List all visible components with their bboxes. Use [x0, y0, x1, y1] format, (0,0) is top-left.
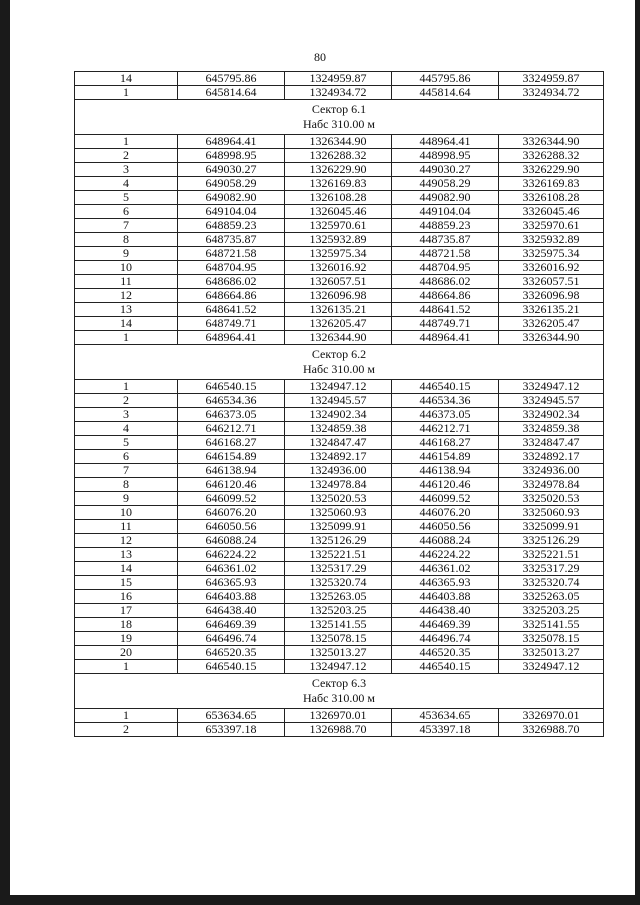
- section-header: [75, 100, 604, 135]
- y-coordinate-cell: 1324947.12: [285, 380, 392, 394]
- table-row: [75, 247, 604, 261]
- y-coordinate-cell: 1325099.91: [285, 520, 392, 534]
- scan-border-right: [635, 0, 640, 905]
- table-row: [75, 646, 604, 660]
- point-number-cell: 2: [75, 723, 178, 737]
- point-number-cell: 6: [75, 450, 178, 464]
- section-header-row: [75, 674, 604, 709]
- y-coordinate-cell: 1324959.87: [285, 72, 392, 86]
- table-row: [75, 135, 604, 149]
- scan-border-bottom: [0, 895, 640, 905]
- table-row: [75, 86, 604, 100]
- y-coordinate-cell: 1326096.98: [285, 289, 392, 303]
- y-alt-coordinate-cell: 3325141.55: [499, 618, 604, 632]
- x-coordinate-cell: 646076.20: [178, 506, 285, 520]
- x-alt-coordinate-cell: 446050.56: [392, 520, 499, 534]
- table-row: [75, 604, 604, 618]
- y-coordinate-cell: 1324847.47: [285, 436, 392, 450]
- x-coordinate-cell: 653634.65: [178, 709, 285, 723]
- x-alt-coordinate-cell: 446469.39: [392, 618, 499, 632]
- x-alt-coordinate-cell: 446373.05: [392, 408, 499, 422]
- x-coordinate-cell: 648735.87: [178, 233, 285, 247]
- x-coordinate-cell: 646099.52: [178, 492, 285, 506]
- x-alt-coordinate-cell: 446520.35: [392, 646, 499, 660]
- y-coordinate-cell: 1324936.00: [285, 464, 392, 478]
- point-number-cell: 18: [75, 618, 178, 632]
- y-coordinate-cell: 1326288.32: [285, 149, 392, 163]
- x-alt-coordinate-cell: 445814.64: [392, 86, 499, 100]
- y-coordinate-cell: 1326229.90: [285, 163, 392, 177]
- y-coordinate-cell: 1325078.15: [285, 632, 392, 646]
- y-alt-coordinate-cell: 3326057.51: [499, 275, 604, 289]
- y-alt-coordinate-cell: 3324959.87: [499, 72, 604, 86]
- x-alt-coordinate-cell: 446212.71: [392, 422, 499, 436]
- x-coordinate-cell: 646120.46: [178, 478, 285, 492]
- y-coordinate-cell: 1325970.61: [285, 219, 392, 233]
- point-number-cell: 9: [75, 247, 178, 261]
- y-alt-coordinate-cell: 3324847.47: [499, 436, 604, 450]
- x-coordinate-cell: 646212.71: [178, 422, 285, 436]
- table-row: [75, 618, 604, 632]
- y-coordinate-cell: 1324859.38: [285, 422, 392, 436]
- y-coordinate-cell: 1325126.29: [285, 534, 392, 548]
- x-alt-coordinate-cell: 446138.94: [392, 464, 499, 478]
- point-number-cell: 5: [75, 436, 178, 450]
- x-coordinate-cell: 646520.35: [178, 646, 285, 660]
- y-coordinate-cell: 1324978.84: [285, 478, 392, 492]
- y-alt-coordinate-cell: 3324902.34: [499, 408, 604, 422]
- page-number: 80: [314, 50, 326, 64]
- table-row: [75, 492, 604, 506]
- table-row: [75, 380, 604, 394]
- y-coordinate-cell: 1325221.51: [285, 548, 392, 562]
- table-row: [75, 436, 604, 450]
- x-alt-coordinate-cell: 446154.89: [392, 450, 499, 464]
- x-alt-coordinate-cell: 453634.65: [392, 709, 499, 723]
- table-row: [75, 331, 604, 345]
- table-row: [75, 233, 604, 247]
- x-alt-coordinate-cell: 448641.52: [392, 303, 499, 317]
- x-alt-coordinate-cell: 448735.87: [392, 233, 499, 247]
- x-alt-coordinate-cell: 446496.74: [392, 632, 499, 646]
- x-coordinate-cell: 646050.56: [178, 520, 285, 534]
- point-number-cell: 7: [75, 464, 178, 478]
- point-number-cell: 1: [75, 331, 178, 345]
- y-coordinate-cell: 1325013.27: [285, 646, 392, 660]
- y-coordinate-cell: 1324945.57: [285, 394, 392, 408]
- y-coordinate-cell: 1325320.74: [285, 576, 392, 590]
- table-row: [75, 562, 604, 576]
- y-coordinate-cell: 1326016.92: [285, 261, 392, 275]
- x-coordinate-cell: 646540.15: [178, 660, 285, 674]
- x-alt-coordinate-cell: 448664.86: [392, 289, 499, 303]
- x-coordinate-cell: 646540.15: [178, 380, 285, 394]
- x-alt-coordinate-cell: 446088.24: [392, 534, 499, 548]
- y-alt-coordinate-cell: 3325078.15: [499, 632, 604, 646]
- section-title: Сектор 6.2: [311, 347, 367, 361]
- x-coordinate-cell: 649082.90: [178, 191, 285, 205]
- x-coordinate-cell: 648721.58: [178, 247, 285, 261]
- point-number-cell: 4: [75, 177, 178, 191]
- x-coordinate-cell: 648998.95: [178, 149, 285, 163]
- x-coordinate-cell: 648964.41: [178, 331, 285, 345]
- y-coordinate-cell: 1324902.34: [285, 408, 392, 422]
- table-row: [75, 408, 604, 422]
- x-alt-coordinate-cell: 448686.02: [392, 275, 499, 289]
- coordinates-table: [74, 71, 604, 737]
- section-header-row: [75, 100, 604, 135]
- table-row: [75, 275, 604, 289]
- x-coordinate-cell: 649058.29: [178, 177, 285, 191]
- y-coordinate-cell: 1325317.29: [285, 562, 392, 576]
- x-coordinate-cell: 646469.39: [178, 618, 285, 632]
- x-alt-coordinate-cell: 446403.88: [392, 590, 499, 604]
- section-elevation: Набс 310.00 м: [302, 117, 376, 131]
- x-alt-coordinate-cell: 446361.02: [392, 562, 499, 576]
- point-number-cell: 20: [75, 646, 178, 660]
- x-coordinate-cell: 646154.89: [178, 450, 285, 464]
- table-row: [75, 191, 604, 205]
- point-number-cell: 1: [75, 709, 178, 723]
- x-coordinate-cell: 646088.24: [178, 534, 285, 548]
- point-number-cell: 2: [75, 394, 178, 408]
- y-alt-coordinate-cell: 3326108.28: [499, 191, 604, 205]
- table-row: [75, 464, 604, 478]
- point-number-cell: 3: [75, 163, 178, 177]
- section-elevation: Набс 310.00 м: [302, 691, 376, 705]
- table-row: [75, 576, 604, 590]
- table-row: [75, 723, 604, 737]
- x-alt-coordinate-cell: 446168.27: [392, 436, 499, 450]
- point-number-cell: 7: [75, 219, 178, 233]
- point-number-cell: 15: [75, 576, 178, 590]
- y-coordinate-cell: 1325060.93: [285, 506, 392, 520]
- y-alt-coordinate-cell: 3324892.17: [499, 450, 604, 464]
- y-alt-coordinate-cell: 3326988.70: [499, 723, 604, 737]
- x-coordinate-cell: 646496.74: [178, 632, 285, 646]
- section-header: [75, 674, 604, 709]
- table-row: [75, 219, 604, 233]
- y-alt-coordinate-cell: 3325099.91: [499, 520, 604, 534]
- x-coordinate-cell: 649030.27: [178, 163, 285, 177]
- y-alt-coordinate-cell: 3324945.57: [499, 394, 604, 408]
- point-number-cell: 8: [75, 233, 178, 247]
- y-coordinate-cell: 1326135.21: [285, 303, 392, 317]
- y-alt-coordinate-cell: 3324978.84: [499, 478, 604, 492]
- section-header: [75, 345, 604, 380]
- table-row: [75, 317, 604, 331]
- x-alt-coordinate-cell: 453397.18: [392, 723, 499, 737]
- x-coordinate-cell: 648859.23: [178, 219, 285, 233]
- y-coordinate-cell: 1324934.72: [285, 86, 392, 100]
- point-number-cell: 9: [75, 492, 178, 506]
- x-alt-coordinate-cell: 446365.93: [392, 576, 499, 590]
- point-number-cell: 13: [75, 548, 178, 562]
- x-alt-coordinate-cell: 448964.41: [392, 331, 499, 345]
- y-coordinate-cell: 1326108.28: [285, 191, 392, 205]
- point-number-cell: 1: [75, 86, 178, 100]
- x-coordinate-cell: 648704.95: [178, 261, 285, 275]
- x-alt-coordinate-cell: 448998.95: [392, 149, 499, 163]
- y-alt-coordinate-cell: 3325126.29: [499, 534, 604, 548]
- x-coordinate-cell: 646534.36: [178, 394, 285, 408]
- section-elevation: Набс 310.00 м: [302, 362, 376, 376]
- x-alt-coordinate-cell: 446120.46: [392, 478, 499, 492]
- y-coordinate-cell: 1326205.47: [285, 317, 392, 331]
- x-alt-coordinate-cell: 446224.22: [392, 548, 499, 562]
- point-number-cell: 2: [75, 149, 178, 163]
- point-number-cell: 13: [75, 303, 178, 317]
- table-row: [75, 289, 604, 303]
- x-coordinate-cell: 646365.93: [178, 576, 285, 590]
- point-number-cell: 4: [75, 422, 178, 436]
- x-alt-coordinate-cell: 449082.90: [392, 191, 499, 205]
- point-number-cell: 1: [75, 135, 178, 149]
- point-number-cell: 1: [75, 380, 178, 394]
- y-alt-coordinate-cell: 3324934.72: [499, 86, 604, 100]
- y-coordinate-cell: 1325932.89: [285, 233, 392, 247]
- y-alt-coordinate-cell: 3326135.21: [499, 303, 604, 317]
- y-alt-coordinate-cell: 3325013.27: [499, 646, 604, 660]
- y-alt-coordinate-cell: 3325203.25: [499, 604, 604, 618]
- point-number-cell: 10: [75, 261, 178, 275]
- table-row: [75, 205, 604, 219]
- y-alt-coordinate-cell: 3325320.74: [499, 576, 604, 590]
- x-coordinate-cell: 646373.05: [178, 408, 285, 422]
- y-alt-coordinate-cell: 3326016.92: [499, 261, 604, 275]
- y-coordinate-cell: 1325020.53: [285, 492, 392, 506]
- x-coordinate-cell: 646403.88: [178, 590, 285, 604]
- x-coordinate-cell: 646168.27: [178, 436, 285, 450]
- y-alt-coordinate-cell: 3324859.38: [499, 422, 604, 436]
- point-number-cell: 6: [75, 205, 178, 219]
- y-alt-coordinate-cell: 3325932.89: [499, 233, 604, 247]
- table-row: [75, 163, 604, 177]
- y-coordinate-cell: 1325141.55: [285, 618, 392, 632]
- x-alt-coordinate-cell: 446076.20: [392, 506, 499, 520]
- table-row: [75, 394, 604, 408]
- y-alt-coordinate-cell: 3325975.34: [499, 247, 604, 261]
- y-alt-coordinate-cell: 3326229.90: [499, 163, 604, 177]
- y-coordinate-cell: 1326970.01: [285, 709, 392, 723]
- point-number-cell: 5: [75, 191, 178, 205]
- x-alt-coordinate-cell: 448721.58: [392, 247, 499, 261]
- point-number-cell: 8: [75, 478, 178, 492]
- point-number-cell: 14: [75, 317, 178, 331]
- x-coordinate-cell: 645814.64: [178, 86, 285, 100]
- point-number-cell: 12: [75, 289, 178, 303]
- table-row: [75, 660, 604, 674]
- point-number-cell: 10: [75, 506, 178, 520]
- x-alt-coordinate-cell: 446534.36: [392, 394, 499, 408]
- section-title: Сектор 6.1: [311, 102, 367, 116]
- x-alt-coordinate-cell: 446438.40: [392, 604, 499, 618]
- x-coordinate-cell: 648749.71: [178, 317, 285, 331]
- x-alt-coordinate-cell: 449030.27: [392, 163, 499, 177]
- x-alt-coordinate-cell: 448964.41: [392, 135, 499, 149]
- x-coordinate-cell: 646224.22: [178, 548, 285, 562]
- y-alt-coordinate-cell: 3324947.12: [499, 380, 604, 394]
- x-coordinate-cell: 648964.41: [178, 135, 285, 149]
- table-row: [75, 422, 604, 436]
- y-alt-coordinate-cell: 3325020.53: [499, 492, 604, 506]
- coordinates-table-body: [75, 72, 604, 737]
- table-row: [75, 520, 604, 534]
- y-alt-coordinate-cell: 3326205.47: [499, 317, 604, 331]
- point-number-cell: 12: [75, 534, 178, 548]
- y-coordinate-cell: 1326057.51: [285, 275, 392, 289]
- y-alt-coordinate-cell: 3326288.32: [499, 149, 604, 163]
- y-alt-coordinate-cell: 3326045.46: [499, 205, 604, 219]
- section-title: Сектор 6.3: [311, 676, 367, 690]
- table-row: [75, 303, 604, 317]
- point-number-cell: 14: [75, 72, 178, 86]
- x-alt-coordinate-cell: 446099.52: [392, 492, 499, 506]
- x-coordinate-cell: 648641.52: [178, 303, 285, 317]
- y-alt-coordinate-cell: 3326344.90: [499, 331, 604, 345]
- x-coordinate-cell: 649104.04: [178, 205, 285, 219]
- y-coordinate-cell: 1326169.83: [285, 177, 392, 191]
- x-coordinate-cell: 646438.40: [178, 604, 285, 618]
- y-coordinate-cell: 1326344.90: [285, 331, 392, 345]
- y-coordinate-cell: 1325263.05: [285, 590, 392, 604]
- point-number-cell: 11: [75, 275, 178, 289]
- x-alt-coordinate-cell: 445795.86: [392, 72, 499, 86]
- y-coordinate-cell: 1326344.90: [285, 135, 392, 149]
- table-row: [75, 149, 604, 163]
- table-row: [75, 590, 604, 604]
- x-alt-coordinate-cell: 448859.23: [392, 219, 499, 233]
- table-row: [75, 72, 604, 86]
- y-alt-coordinate-cell: 3326344.90: [499, 135, 604, 149]
- section-header-row: [75, 345, 604, 380]
- x-coordinate-cell: 646138.94: [178, 464, 285, 478]
- x-coordinate-cell: 648664.86: [178, 289, 285, 303]
- table-row: [75, 534, 604, 548]
- point-number-cell: 3: [75, 408, 178, 422]
- y-coordinate-cell: 1324892.17: [285, 450, 392, 464]
- y-alt-coordinate-cell: 3326970.01: [499, 709, 604, 723]
- table-row: [75, 632, 604, 646]
- x-alt-coordinate-cell: 448749.71: [392, 317, 499, 331]
- x-coordinate-cell: 653397.18: [178, 723, 285, 737]
- x-alt-coordinate-cell: 448704.95: [392, 261, 499, 275]
- y-alt-coordinate-cell: 3325970.61: [499, 219, 604, 233]
- y-alt-coordinate-cell: 3326096.98: [499, 289, 604, 303]
- point-number-cell: 1: [75, 660, 178, 674]
- y-alt-coordinate-cell: 3325060.93: [499, 506, 604, 520]
- table-row: [75, 177, 604, 191]
- scan-border-left: [0, 0, 10, 905]
- y-alt-coordinate-cell: 3324947.12: [499, 660, 604, 674]
- x-coordinate-cell: 648686.02: [178, 275, 285, 289]
- x-alt-coordinate-cell: 449058.29: [392, 177, 499, 191]
- y-coordinate-cell: 1325975.34: [285, 247, 392, 261]
- y-alt-coordinate-cell: 3325221.51: [499, 548, 604, 562]
- x-alt-coordinate-cell: 449104.04: [392, 205, 499, 219]
- table-row: [75, 261, 604, 275]
- table-row: [75, 450, 604, 464]
- y-alt-coordinate-cell: 3324936.00: [499, 464, 604, 478]
- y-coordinate-cell: 1326045.46: [285, 205, 392, 219]
- point-number-cell: 16: [75, 590, 178, 604]
- y-alt-coordinate-cell: 3325317.29: [499, 562, 604, 576]
- table-row: [75, 506, 604, 520]
- y-alt-coordinate-cell: 3325263.05: [499, 590, 604, 604]
- x-alt-coordinate-cell: 446540.15: [392, 380, 499, 394]
- y-coordinate-cell: 1325203.25: [285, 604, 392, 618]
- x-coordinate-cell: 645795.86: [178, 72, 285, 86]
- y-alt-coordinate-cell: 3326169.83: [499, 177, 604, 191]
- table-row: [75, 548, 604, 562]
- x-alt-coordinate-cell: 446540.15: [392, 660, 499, 674]
- point-number-cell: 19: [75, 632, 178, 646]
- table-row: [75, 478, 604, 492]
- point-number-cell: 17: [75, 604, 178, 618]
- y-coordinate-cell: 1324947.12: [285, 660, 392, 674]
- y-coordinate-cell: 1326988.70: [285, 723, 392, 737]
- point-number-cell: 14: [75, 562, 178, 576]
- x-coordinate-cell: 646361.02: [178, 562, 285, 576]
- table-row: [75, 709, 604, 723]
- point-number-cell: 11: [75, 520, 178, 534]
